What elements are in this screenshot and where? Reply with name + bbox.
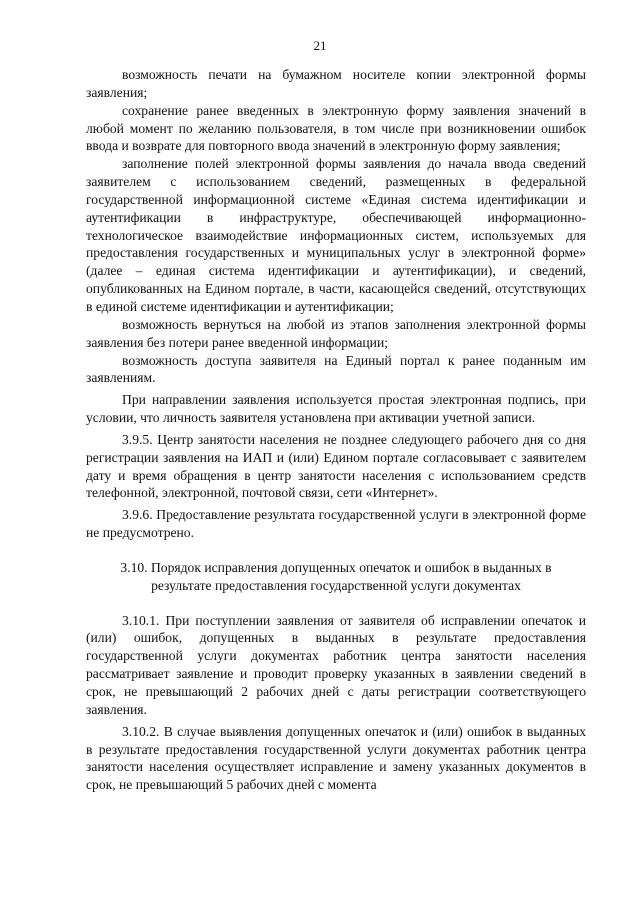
paragraph-autofill-fields: заполнение полей электронной формы заявления до начала ввода сведений заявителем с использованием сведений, размещенных в федеральной государственной информационной системе «Единая система идентификации и аутентификации в инфраструктуре, обеспечивающей информационно-технологическое взаимодействие информационных систем, используемых для предоставления государственных и муниципальных услуг в электронной форме» (далее – единая система идентификации и аутентификации), и сведений, опубликованных на Едином портале, в части, касающейся сведений, отсутствующих в единой системе идентификации и аутентификации; xyxy=(86,156,586,314)
page-number: 21 xyxy=(313,38,327,53)
section-heading-line-1: 3.10. Порядок исправления допущенных опечаток и ошибок в выданных в xyxy=(120,559,552,575)
paragraph-3-10-1: 3.10.1. При поступлении заявления от заявителя об исправлении опечаток и (или) ошибок, допущенных в выданных в результате предоставления государственной услуги документах работник центра занятости населения рассматривает заявление и проводит проверку указанных в заявлении сведений в срок, не превышающий 2 рабочих дней с даты регистрации соответствующего заявления. xyxy=(86,612,586,717)
paragraph-3-10-2: 3.10.2. В случае выявления допущенных опечаток и (или) ошибок в выданных в результате предоставления государственной услуги документах работник центра занятости населения осуществляет исправление и замену указанных документов в срок, не превышающий 5 рабочих дней с момента xyxy=(86,723,586,793)
paragraph-3-9-5: 3.9.5. Центр занятости населения не позднее следующего рабочего дня со дня регистрации заявления на ИАП и (или) Едином портале согласовывает с заявителем дату и время обращения в центр занятости населения с использованием средств телефонной, электронной, почтовой связи, сети «Интернет». xyxy=(86,431,586,501)
paragraph-print-option: возможность печати на бумажном носителе копии электронной формы заявления; xyxy=(86,67,586,100)
section-heading-line-2: результате предоставления государственной услуги документах xyxy=(151,577,521,593)
paragraph-return-to-step: возможность вернуться на любой из этапов заполнения электронной формы заявления без потери ранее введенной информации; xyxy=(86,316,586,350)
section-heading-3-10 xyxy=(86,559,586,595)
paragraph-save-values: сохранение ранее введенных в электронную форму заявления значений в любой момент по желанию пользователя, в том числе при возникновении ошибок ввода и возврате для повторного ввода значений в электронную форму заявления; xyxy=(86,102,586,154)
paragraph-electronic-signature: При направлении заявления используется простая электронная подпись, при условии, что личность заявителя установлена при активации учетной записи. xyxy=(86,392,586,426)
document-body xyxy=(86,66,586,794)
paragraph-3-9-6: 3.9.6. Предоставление результата государственной услуги в электронной форме не предусмотрено. xyxy=(86,507,586,541)
paragraph-access-applications: возможность доступа заявителя на Единый портал к ранее поданным им заявлениям. xyxy=(86,352,586,386)
